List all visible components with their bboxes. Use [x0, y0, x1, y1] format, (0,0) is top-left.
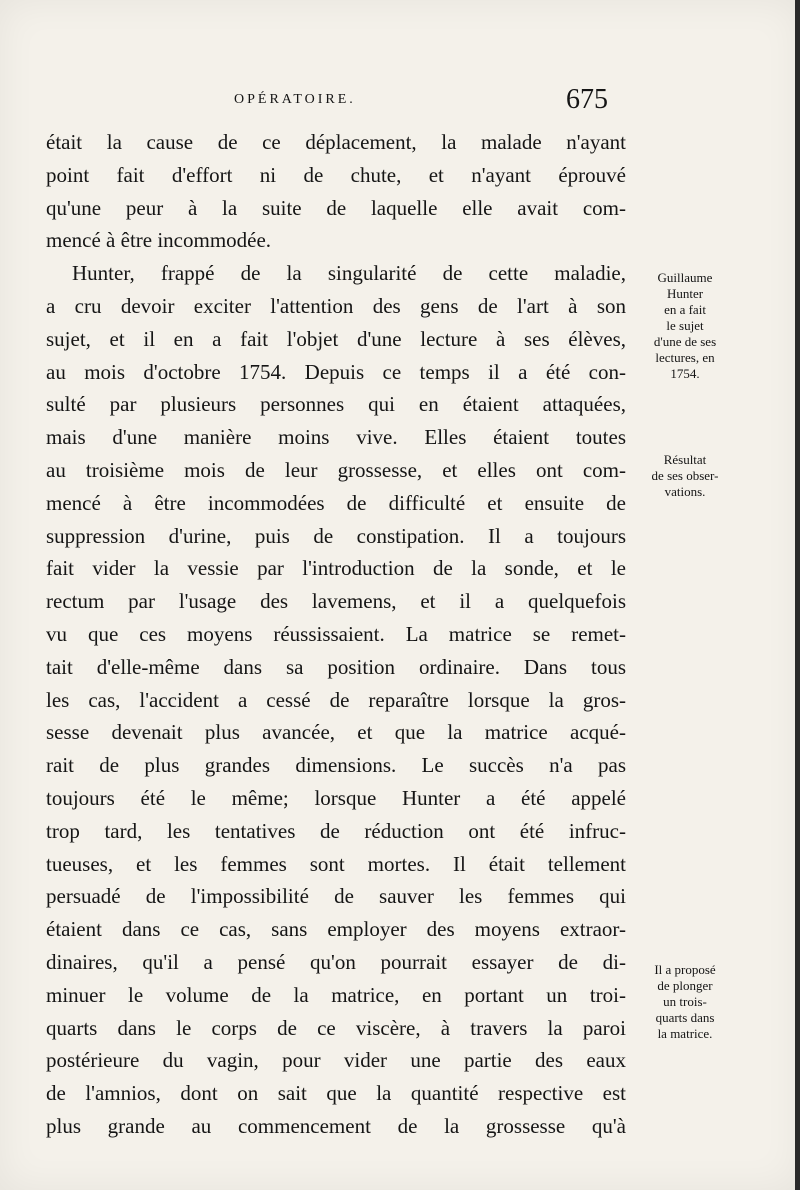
page-edge-shadow [795, 0, 800, 1190]
page-number: 675 [566, 84, 608, 115]
text-line: mais d'une manière moins vive. Elles étaient toutes [46, 425, 626, 450]
margin-note-line: la matrice. [657, 1026, 713, 1041]
text-line: quarts dans le corps de ce viscère, à travers la paroi [46, 1015, 626, 1040]
text-line: tait d'elle-même dans sa position ordinaire. Dans tous [46, 654, 626, 679]
margin-note-line: 1754. [670, 366, 700, 381]
text-line: sulté par plusieurs personnes qui en étaient attaquées, [46, 392, 626, 417]
text-line: trop tard, les tentatives de réduction ont été infruc- [46, 818, 626, 843]
running-head: OPÉRATOIRE. [234, 92, 356, 107]
margin-note-line: Il a proposé [654, 962, 716, 977]
text-line: point fait d'effort ni de chute, et n'ayant éprouvé [46, 162, 626, 187]
text-line: était la cause de ce déplacement, la malade n'ayant [46, 130, 626, 154]
text-line: au troisième mois de leur grossesse, et elles ont com- [46, 457, 626, 482]
text-line: mencé à être incommodée. [46, 228, 272, 253]
text-line: rait de plus grandes dimensions. Le succès n'a pas [46, 753, 626, 778]
text-line: postérieure du vagin, pour vider une partie des eaux [46, 1048, 626, 1073]
margin-note-results [630, 452, 740, 500]
text-line: Hunter, frappé de la singularité de cette maladie, [72, 261, 626, 286]
text-line: rectum par l'usage des lavemens, et il a quelquefois [46, 589, 626, 614]
margin-note-line: Hunter [666, 286, 704, 301]
text-line: fait vider la vessie par l'introduction de la sonde, et le [46, 556, 626, 581]
text-line: sesse devenait plus avancée, et que la matrice acqué- [46, 720, 626, 745]
text-line: plus grande au commencement de la grossesse qu'à [46, 1113, 626, 1138]
text-line: au mois d'octobre 1754. Depuis ce temps il a été con- [46, 359, 626, 384]
text-line: a cru devoir exciter l'attention des gens de l'art à son [46, 293, 626, 318]
text-line: tueuses, et les femmes sont mortes. Il était tellement [46, 851, 626, 876]
text-line: étaient dans ce cas, sans employer des moyens extraor- [46, 917, 626, 942]
margin-note-line: d'une de ses [653, 334, 717, 349]
text-line: vu que ces moyens réussissaient. La matrice se remet- [46, 621, 626, 646]
margin-note-line: vations. [664, 484, 706, 499]
text-line: mencé à être incommodées de difficulté et ensuite de [46, 490, 626, 515]
margin-note-line: de plonger [657, 978, 713, 993]
text-line: minuer le volume de la matrice, en portant un troi- [46, 982, 626, 1007]
text-line: sujet, et il en a fait l'objet d'une lecture à ses élèves, [46, 326, 626, 351]
margin-note-line: Guillaume [657, 270, 713, 285]
margin-note-line: Résultat [663, 452, 707, 467]
text-line: suppression d'urine, puis de constipation. Il a toujours [46, 523, 626, 548]
text-line: persuadé de l'impossibilité de sauver les femmes qui [46, 884, 626, 909]
margin-note-line: de ses obser- [651, 468, 719, 483]
margin-note-line: lectures, en [655, 350, 715, 365]
text-line: de l'amnios, dont on sait que la quantité respective est [46, 1081, 626, 1106]
margin-note-line: en a fait [664, 302, 706, 317]
margin-note-line: un trois- [663, 994, 707, 1009]
margin-note-proposal [630, 962, 740, 1042]
body-text [46, 126, 626, 1143]
margin-note-line: quarts dans [655, 1010, 715, 1025]
text-line: qu'une peur à la suite de laquelle elle avait com- [46, 195, 626, 220]
text-line: toujours été le même; lorsque Hunter a été appelé [46, 785, 626, 810]
text-line: les cas, l'accident a cessé de reparaître lorsque la gros- [46, 687, 626, 712]
margin-note-line: le sujet [666, 318, 704, 333]
margin-note-hunter-lecture [630, 270, 740, 382]
text-line: dinaires, qu'il a pensé qu'on pourrait essayer de di- [46, 949, 626, 974]
